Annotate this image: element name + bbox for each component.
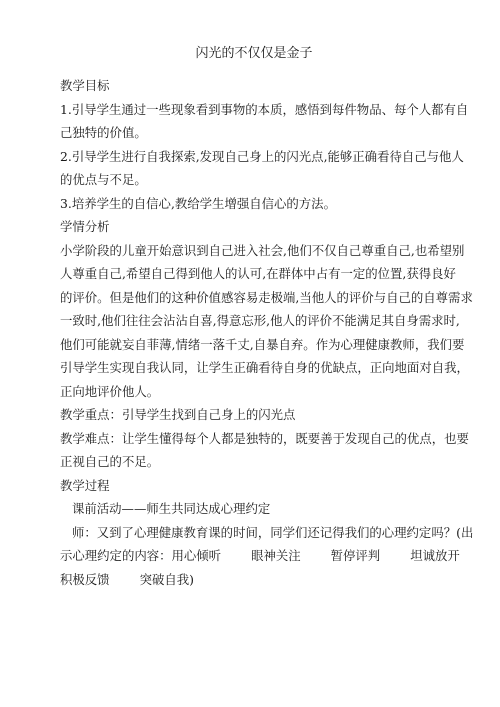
goal-3: 3.培养学生的自信心,教给学生增强自信心的方法。 — [60, 195, 336, 211]
goal-1-line-1: 1.引导学生通过一些现象看到事物的本质，感悟到每件物品、每个人都有自 — [60, 101, 469, 117]
analysis-line-7: 正向地评价他人。 — [60, 383, 160, 399]
heading-student-analysis: 学情分析 — [60, 219, 110, 234]
teacher-line-3 — [60, 568, 448, 592]
heading-teaching-process: 教学过程 — [60, 477, 110, 493]
teaching-key-point: 教学重点：引导学生找到自己身上的闪光点 — [60, 407, 296, 422]
pre-class-activity: 课前活动——师生共同达成心理约定 — [72, 501, 271, 516]
goal-2-line-2: 的优点与不足。 — [60, 172, 147, 187]
document-page — [60, 44, 474, 591]
analysis-line-2: 人尊重自己,希望自己得到他人的认可,在群体中占有一定的位置,获得良好 — [60, 266, 456, 281]
analysis-line-5: 他们可能就妄自菲薄,情绪一落千丈,自暴自弃。作为心理健康教师，我们要 — [60, 336, 465, 352]
goal-2-line-1: 2.引导学生进行自我探索,发现自己身上的闪光点,能够正确看待自己与他人 — [60, 148, 464, 164]
teaching-difficulty-line-1: 教学难点：让学生懂得每个人都是独特的，既要善于发现自己的优点，也要 — [60, 430, 469, 446]
teaching-difficulty-line-2: 正视自己的不足。 — [60, 454, 160, 469]
document-title: 闪光的不仅仅是金子 — [195, 46, 313, 61]
agreement-item: 眼神关注 — [251, 548, 301, 563]
analysis-line-6: 引导学生实现自我认同，让学生正确看待自身的优缺点，正向地面对自我， — [60, 360, 469, 375]
agreement-item: 坦诚放开 — [410, 548, 460, 563]
teacher-line-2 — [60, 544, 460, 568]
agreement-item: 积极反馈 — [60, 571, 110, 587]
analysis-line-1: 小学阶段的儿童开始意识到自己进入社会,他们不仅自己尊重自己,也希望别 — [60, 242, 465, 258]
goal-1-line-2: 己独特的价值。 — [60, 125, 147, 140]
agreement-item: 突破自我) — [139, 571, 194, 587]
agreement-item: 暂停评判 — [330, 548, 381, 563]
analysis-line-4: 一致时,他们往往会沾沾自喜,得意忘形,他人的评价不能满足其自身需求时, — [60, 313, 460, 328]
teacher-line-1: 师：又到了心理健康教育课的时间，同学们还记得我们的心理约定吗？(出 — [72, 524, 474, 540]
analysis-line-3: 的评价。但是他们的这种价值感容易走极端,当他人的评价与自己的自尊需求 — [60, 289, 473, 305]
agreement-intro: 示心理约定的内容：用心倾听 — [60, 548, 222, 563]
heading-teaching-goals: 教学目标 — [60, 78, 110, 93]
